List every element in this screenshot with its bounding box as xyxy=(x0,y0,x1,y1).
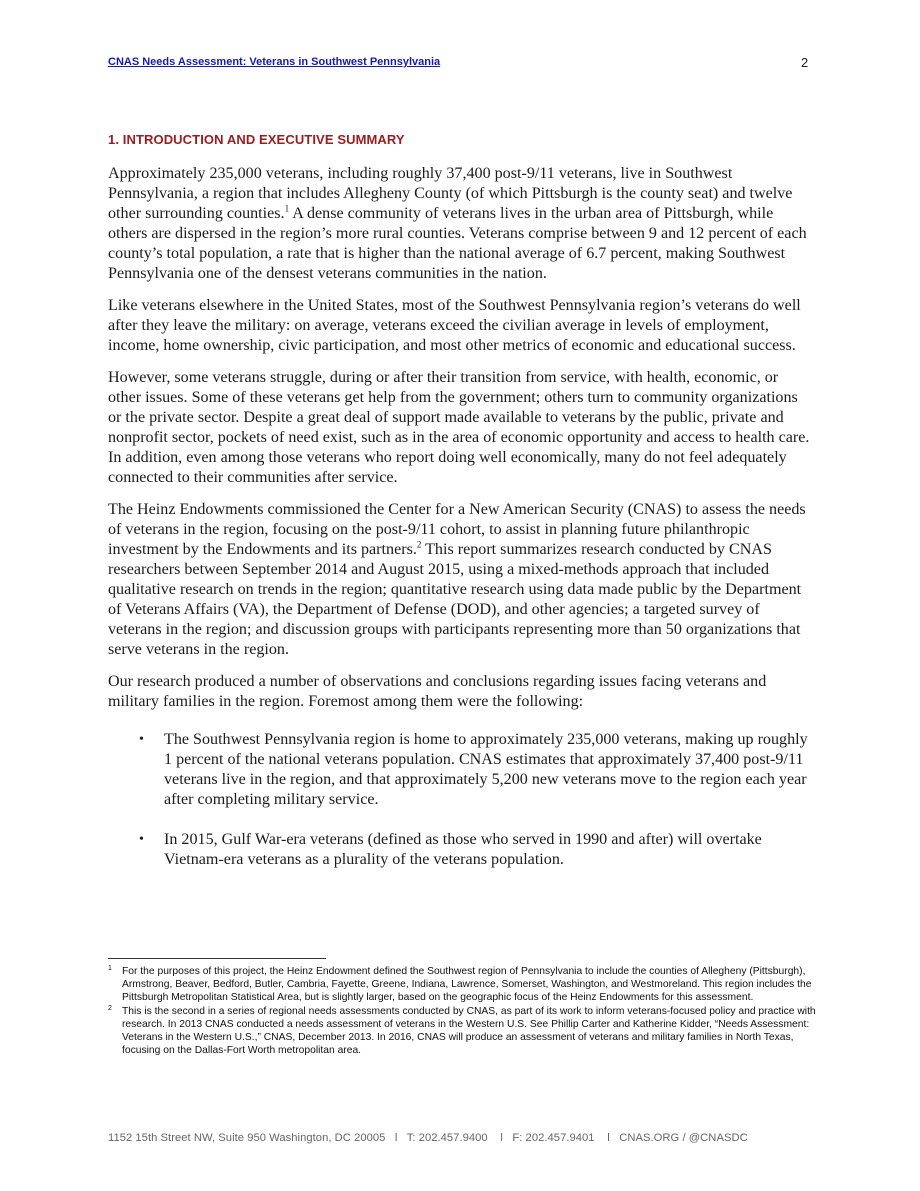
running-header-title[interactable]: CNAS Needs Assessment: Veterans in Southwest Pennsylvania xyxy=(108,56,441,68)
page-number: 2 xyxy=(801,55,809,70)
paragraph-2: Like veterans elsewhere in the United States, most of the Southwest Pennsylvania region’s veterans do well after they leave the military: on average, veterans exceed the civilian average in levels of employment, income, home ownership, civic participation, and most other metrics of economic and educational success. xyxy=(108,297,801,354)
paragraph-1: Approximately 235,000 veterans, including roughly 37,400 post-9/11 veterans, live in Southwest Pennsylvania, a region that includes Allegheny County (of which Pittsburgh is the county seat) and twelve other surrounding counties.$^1$ A dense community of veterans lives in the urban area of Pittsburgh, while others are dispersed in the region’s more rural counties. Veterans comprise between 9 and 12 percent of each county’s total population, a rate that is higher than the national average of 6.7 percent, making Southwest Pennsylvania one of the densest veterans communities in the nation. xyxy=(108,165,807,282)
findings-list xyxy=(108,730,814,870)
paragraph-4: The Heinz Endowments commissioned the Center for a New American Security (CNAS) to assess the needs of veterans in the region, focusing on the post-9/11 cohort, to assist in planning future philanthropic investment by the Endowments and its partners.$^2$ This report summarizes research conducted by CNAS researchers between September 2014 and August 2015, using a mixed-methods approach that included qualitative research on trends in the region; quantitative research using data made public by the Department of Veterans Affairs (VA), the Department of Defense (DOD), and other agencies; a targeted survey of veterans in the region; and discussion groups with participants representing more than 50 organizations that serve veterans in the region. xyxy=(108,501,806,658)
footnote-mark: 2 xyxy=(108,1005,112,1013)
footnote-2: 2 This is the second in a series of regional needs assessments conducted by CNAS, as part of its work to inform veterans-focused policy and practice with research. In 2013 CNAS conducted a needs assessment of veterans in the Western U.S. See Phillip Carter and Katherine Kidder, “Needs Assessment: Veterans in the Western U.S.,” CNAS, December 2013. In 2016, CNAS will produce an assessment of veterans and military families in North Texas, focusing on the Dallas-Fort Worth metropolitan area. xyxy=(108,1005,816,1056)
bullet-icon: • xyxy=(139,732,144,747)
body-text xyxy=(108,164,814,890)
footnotes xyxy=(108,966,820,1060)
bullet-icon: • xyxy=(139,832,144,847)
section-heading: 1. INTRODUCTION AND EXECUTIVE SUMMARY xyxy=(108,132,405,147)
footnote-divider xyxy=(108,958,326,959)
footnote-mark: 1 xyxy=(108,965,112,972)
footnote-1: 1 For the purposes of this project, the Heinz Endowment defined the Southwest region of Pennsylvania to include the counties of Allegheny (Pittsburgh), Armstrong, Beaver, Bedford, Butler, Cambria, Fayette, Greene, Indiana, Lawrence, Somerset, Washington, and Westmoreland. This region includes the Pittsburgh Metropolitan Statistical Area, but is slightly larger, based on the geographic focus of the Heinz Endowments for this assessment. xyxy=(108,965,812,1003)
list-item: • In 2015, Gulf War-era veterans (defined as those who served in 1990 and after) will overtake Vietnam-era veterans as a plurality of the veterans population. xyxy=(139,831,762,868)
list-item: • The Southwest Pennsylvania region is home to approximately 235,000 veterans, making up roughly 1 percent of the national veterans population. CNAS estimates that approximately 37,400 post-9/11 veterans live in the region, and that approximately 5,200 new veterans move to the region each year after completing military service. xyxy=(139,731,808,808)
paragraph-5: Our research produced a number of observations and conclusions regarding issues facing veterans and military families in the region. Foremost among them were the following: xyxy=(108,673,767,710)
page-footer: 1152 15th Street NW, Suite 950 Washington, DC 20005 l T: 202.457.9400 l F: 202.457.9401 l CNAS.ORG / @CNASDC xyxy=(108,1132,748,1144)
footnote-ref-1[interactable]: 1 xyxy=(284,203,290,214)
paragraph-3: However, some veterans struggle, during or after their transition from service, with health, economic, or other issues. Some of these veterans get help from the government; others turn to community organizations or the private sector. Despite a great deal of support made available to veterans by the public, private and nonprofit sector, pockets of need exist, such as in the area of economic opportunity and access to health care. In addition, even among those veterans who report doing well economically, many do not feel adequately connected to their communities after service. xyxy=(108,369,810,486)
footnote-ref-2[interactable]: 2 xyxy=(416,539,422,550)
